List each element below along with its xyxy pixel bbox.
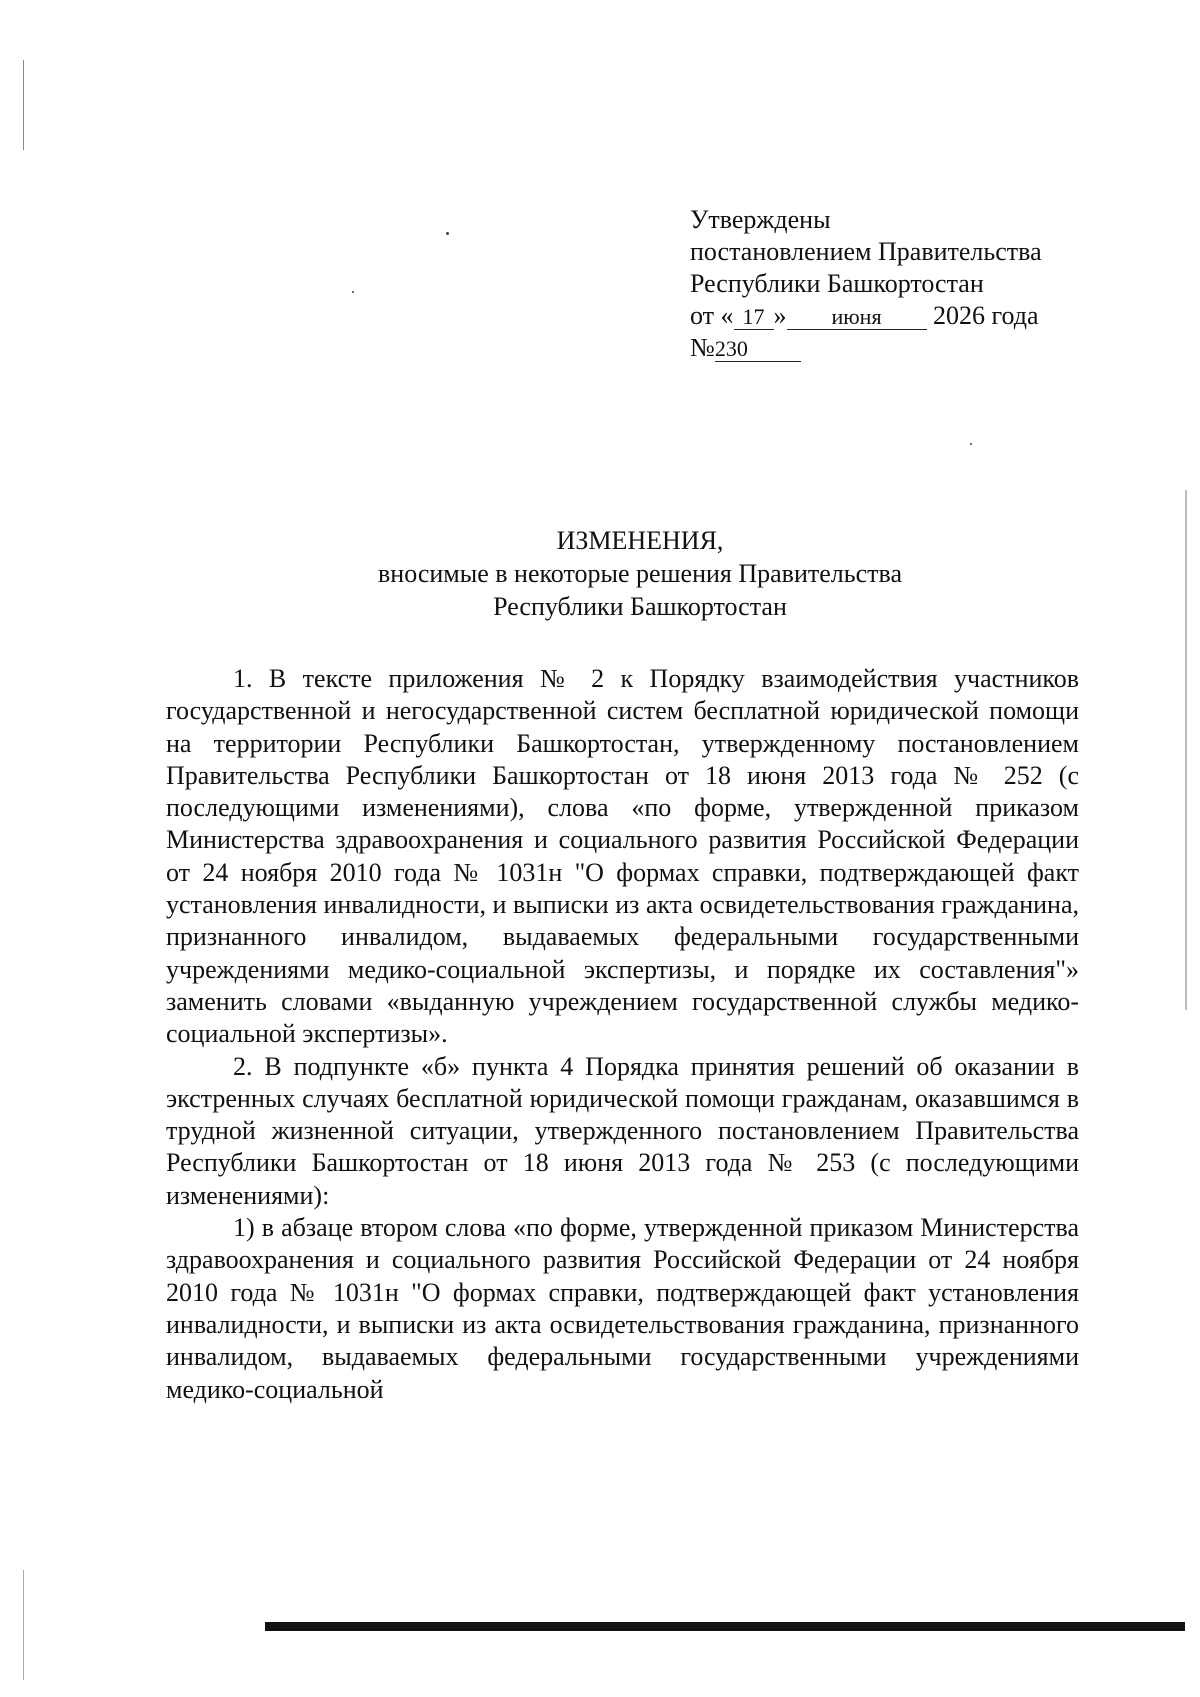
document-body xyxy=(166,663,1079,1406)
approval-block xyxy=(690,204,1110,364)
date-month: июня xyxy=(787,305,927,330)
scan-bottom-bar xyxy=(265,1622,1185,1631)
number-value: 230 xyxy=(715,337,801,362)
approval-date xyxy=(690,300,1110,332)
heading-subtitle: вносимые в некоторые решения Правительства xyxy=(378,559,902,588)
approval-line: Республики Башкортостан xyxy=(690,269,984,298)
scan-speck xyxy=(352,291,354,293)
date-mid: » xyxy=(773,301,787,330)
document-heading xyxy=(200,524,1080,623)
scan-speck xyxy=(970,443,972,445)
approval-line: постановлением Правительства xyxy=(690,237,1042,266)
number-prefix: № xyxy=(690,333,715,362)
heading-title: ИЗМЕНЕНИЯ, xyxy=(556,526,724,555)
date-day: 17 xyxy=(734,305,774,330)
body-paragraph: 1. В тексте приложения № 2 к Порядку взаимодействия участников государственной и негосударственной систем бесплатной юридической помощи на территории Республики Башкортостан, утвержденному постановлением Правительства Республики Башкортостан от 18 июня 2013 года № 252 (с последующими изменениями), слова «по форме, утвержденной приказом Министерства здравоохранения и социального развития Российской Федерации от 24 ноября 2010 года № 1031н "О формах справки, подтверждающей факт установления инвалидности, и выписки из акта освидетельствования гражданина, признанного инвалидом, выдаваемых федеральными государственными учреждениями медико-социальной экспертизы, и порядке их составления"» заменить словами «выданную учреждением государственной службы медико-социальной экспертизы». xyxy=(166,664,1079,1049)
scan-speck xyxy=(446,232,449,235)
approval-line: Утверждены xyxy=(690,205,831,234)
date-prefix: от « xyxy=(690,301,734,330)
heading-subtitle: Республики Башкортостан xyxy=(493,592,787,621)
body-paragraph: 2. В подпункте «б» пункта 4 Порядка принятия решений об оказании в экстренных случаях бесплатной юридической помощи гражданам, оказавшимся в трудной жизненной ситуации, утвержденного постановлением Правительства Республики Башкортостан от 18 июня 2013 года № 253 (с последующими изменениями): xyxy=(166,1051,1079,1210)
date-year: 2026 года xyxy=(933,301,1039,330)
scan-edge-artifact xyxy=(1185,490,1187,1010)
body-paragraph: 1) в абзаце втором слова «по форме, утвержденной приказом Министерства здравоохранения и социального развития Российской Федерации от 24 ноября 2010 года № 1031н "О формах справки, подтверждающей факт установления инвалидности, и выписки из акта освидетельствования гражданина, признанного инвалидом, выдаваемых федеральными государственными учреждениями медико-социальной xyxy=(166,1213,1079,1404)
scan-edge-artifact xyxy=(23,60,24,150)
approval-number xyxy=(690,332,1110,364)
scan-edge-artifact xyxy=(23,1570,24,1680)
